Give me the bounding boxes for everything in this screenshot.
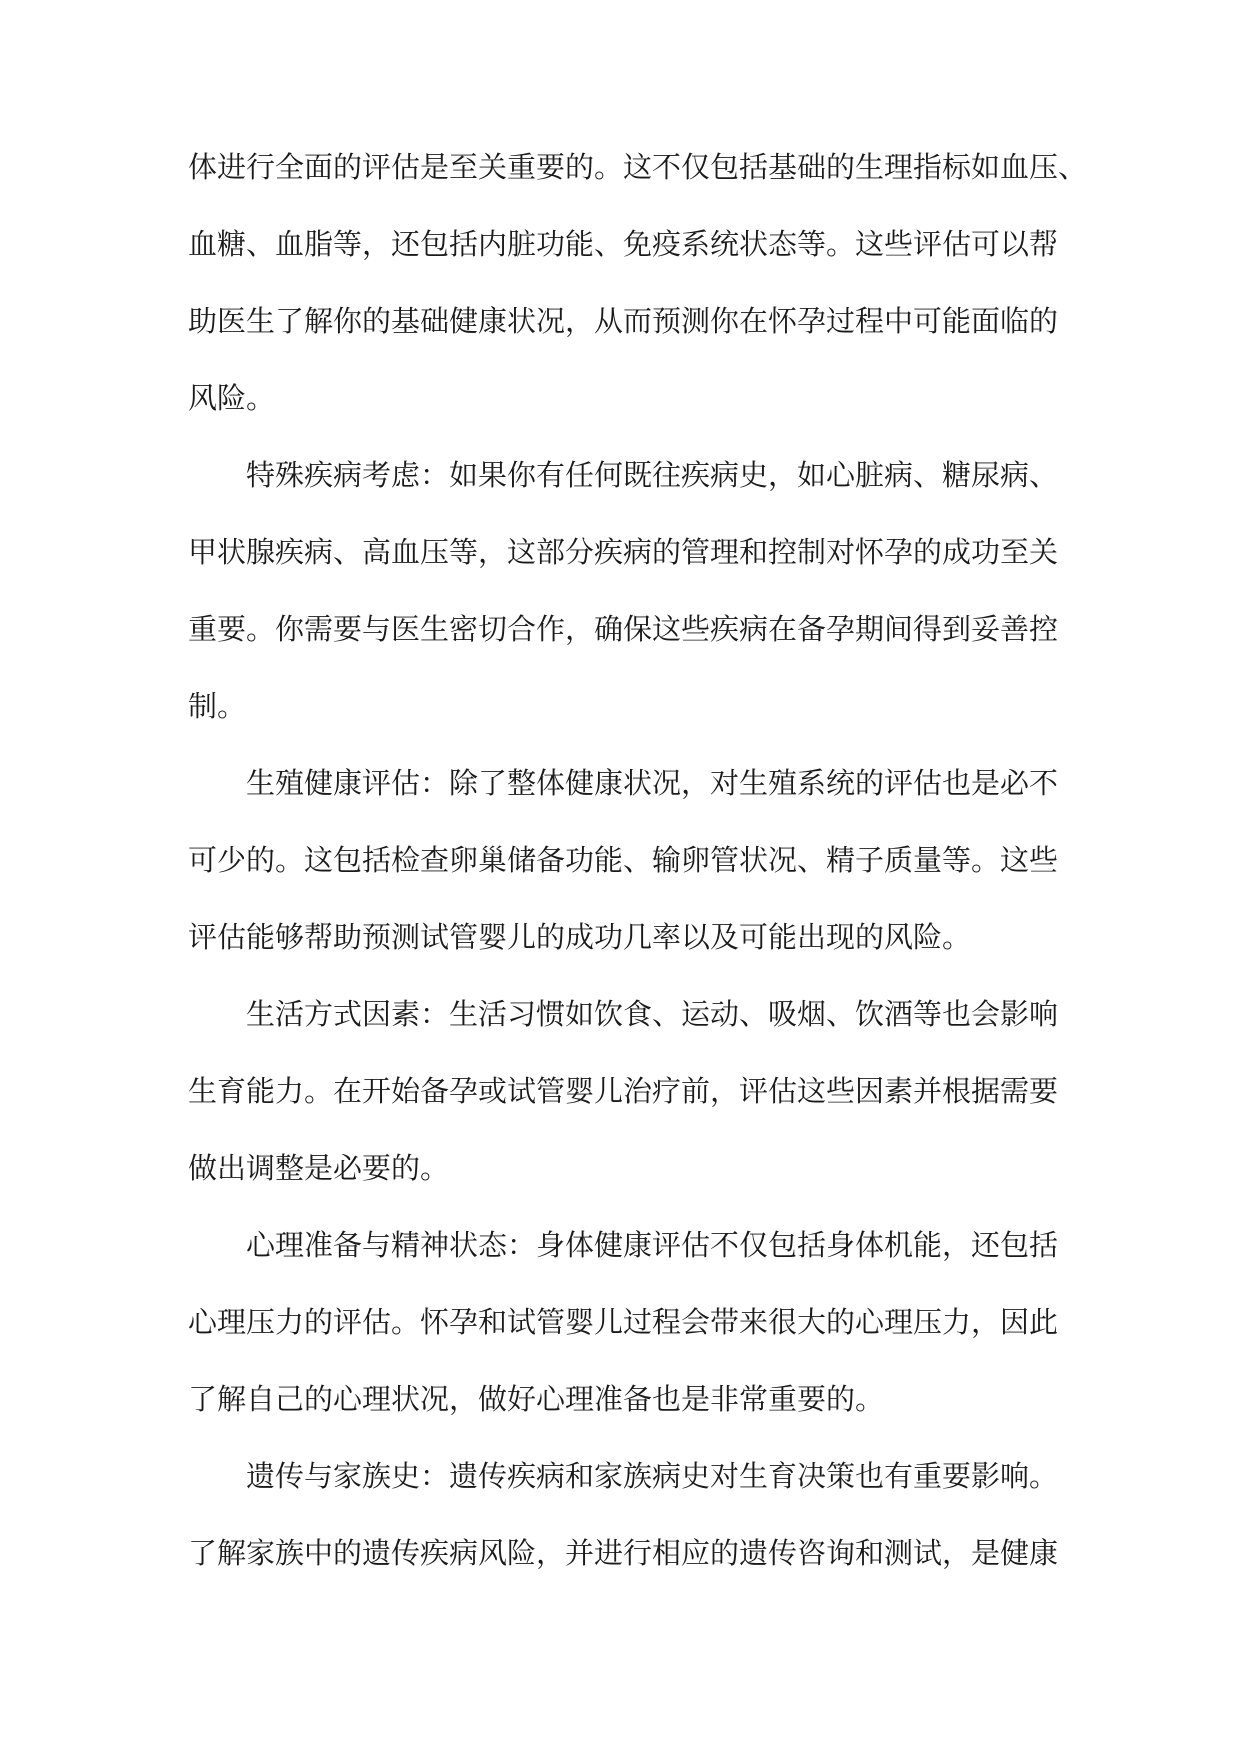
paragraph-special-diseases: [188, 444, 1078, 752]
text-line: 评估能够帮助预测试管婴儿的成功几率以及可能出现的风险。: [188, 920, 972, 954]
paragraph-psychological: [188, 1214, 1078, 1445]
paragraph-health-assessment: [188, 136, 1088, 444]
text-line: 可少的。这包括检查卵巢储备功能、输卵管状况、精子质量等。这些: [188, 843, 1059, 877]
text-line: 特殊疾病考虑：如果你有任何既往疾病史，如心脏病、糖尿病、: [246, 458, 1059, 492]
paragraph-reproductive-health: [188, 752, 1078, 983]
text-line: 风险。: [188, 381, 276, 415]
text-line: 生殖健康评估：除了整体健康状况，对生殖系统的评估也是必不: [246, 766, 1059, 800]
text-line: 生活方式因素：生活习惯如饮食、运动、吸烟、饮酒等也会影响: [246, 997, 1059, 1031]
text-line: 了解家族中的遗传疾病风险，并进行相应的遗传咨询和测试，是健康: [188, 1536, 1059, 1570]
paragraph-lifestyle: [188, 983, 1078, 1214]
text-line: 制。: [188, 689, 247, 723]
text-line: 心理准备与精神状态：身体健康评估不仅包括身体机能，还包括: [246, 1228, 1059, 1262]
text-line: 心理压力的评估。怀孕和试管婴儿过程会带来很大的心理压力，因此: [188, 1305, 1059, 1339]
text-line: 做出调整是必要的。: [188, 1151, 450, 1185]
text-line: 血糖、血脂等，还包括内脏功能、免疫系统状态等。这些评估可以帮: [188, 227, 1059, 261]
text-line: 体进行全面的评估是至关重要的。这不仅包括基础的生理指标如血压、: [188, 150, 1088, 184]
text-line: 了解自己的心理状况，做好心理准备也是非常重要的。: [188, 1382, 885, 1416]
text-line: 生育能力。在开始备孕或试管婴儿治疗前，评估这些因素并根据需要: [188, 1074, 1059, 1108]
paragraph-genetics: [188, 1445, 1078, 1599]
text-line: 遗传与家族史：遗传疾病和家族病史对生育决策也有重要影响。: [246, 1459, 1059, 1493]
text-line: 重要。你需要与医生密切合作，确保这些疾病在备孕期间得到妥善控: [188, 612, 1059, 646]
text-line: 助医生了解你的基础健康状况，从而预测你在怀孕过程中可能面临的: [188, 304, 1059, 338]
body-text: [188, 136, 1088, 1599]
text-line: 甲状腺疾病、高血压等，这部分疾病的管理和控制对怀孕的成功至关: [188, 535, 1059, 569]
